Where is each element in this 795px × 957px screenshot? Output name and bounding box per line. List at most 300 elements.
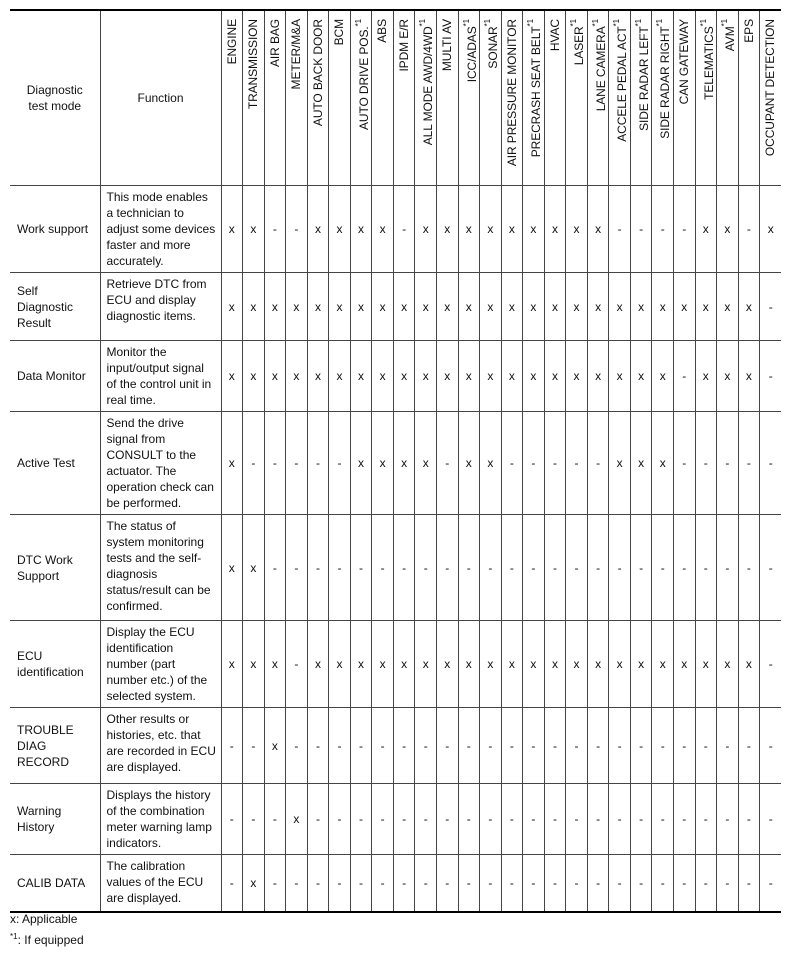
applicability-cell: x xyxy=(717,341,739,412)
system-name: AUTO DRIVE POS. xyxy=(356,26,371,131)
applicability-cell: x xyxy=(501,341,523,412)
applicability-cell: x xyxy=(717,621,739,708)
header-system-bcm xyxy=(329,10,351,186)
applicability-cell: - xyxy=(760,784,782,855)
system-footnote-mark: *1 xyxy=(526,19,536,27)
row-function-description: Send the drive signal from CONSULT to the actuator. The operation check can be performed. xyxy=(100,412,221,515)
applicability-cell: - xyxy=(523,708,545,784)
applicability-cell: x xyxy=(264,273,286,341)
applicability-cell: - xyxy=(350,708,372,784)
applicability-cell: x xyxy=(307,273,329,341)
applicability-cell: x xyxy=(264,621,286,708)
system-name: IPDM E/R xyxy=(396,19,411,72)
applicability-cell: - xyxy=(350,784,372,855)
applicability-cell: - xyxy=(630,855,652,912)
system-name: OCCUPANT DETECTION xyxy=(763,19,778,157)
header-system-air-bag xyxy=(264,10,286,186)
applicability-cell: - xyxy=(760,708,782,784)
applicability-cell: x xyxy=(652,273,674,341)
applicability-cell: - xyxy=(523,855,545,912)
system-name: AVM xyxy=(723,26,738,52)
applicability-cell: - xyxy=(286,515,308,621)
applicability-cell: x xyxy=(350,186,372,273)
system-name: AUTO BACK DOOR xyxy=(310,19,325,127)
applicability-cell: x xyxy=(221,341,243,412)
applicability-cell: - xyxy=(523,412,545,515)
applicability-cell: - xyxy=(695,708,717,784)
applicability-cell: - xyxy=(307,412,329,515)
applicability-cell: - xyxy=(544,708,566,784)
applicability-cell: - xyxy=(329,515,351,621)
row-mode-label: TROUBLE DIAG RECORD xyxy=(10,708,100,784)
applicability-cell: x xyxy=(480,341,502,412)
applicability-cell: - xyxy=(695,412,717,515)
applicability-cell: x xyxy=(458,186,480,273)
applicability-cell: - xyxy=(501,515,523,621)
applicability-cell: - xyxy=(760,273,782,341)
system-name: EPS xyxy=(741,19,756,43)
applicability-cell: - xyxy=(609,515,631,621)
applicability-cell: - xyxy=(243,708,265,784)
applicability-cell: - xyxy=(436,855,458,912)
applicability-cell: - xyxy=(566,515,588,621)
applicability-cell: x xyxy=(436,621,458,708)
header-system-multi-av xyxy=(436,10,458,186)
applicability-cell: x xyxy=(630,341,652,412)
applicability-cell: x xyxy=(609,273,631,341)
table-row xyxy=(10,273,781,341)
system-name: TELEMATICS xyxy=(701,26,716,100)
applicability-cell: - xyxy=(738,412,760,515)
applicability-cell: - xyxy=(717,515,739,621)
header-system-all-mode-awd-4wd xyxy=(415,10,437,186)
system-name: ENGINE xyxy=(224,19,239,65)
system-footnote-mark: *1 xyxy=(590,19,600,27)
applicability-cell: - xyxy=(329,708,351,784)
applicability-cell: x xyxy=(717,186,739,273)
applicability-cell: x xyxy=(221,186,243,273)
table-row xyxy=(10,708,781,784)
applicability-cell: - xyxy=(350,515,372,621)
system-footnote-mark: *1 xyxy=(720,19,730,27)
applicability-cell: x xyxy=(566,341,588,412)
applicability-cell: - xyxy=(609,708,631,784)
applicability-cell: x xyxy=(307,621,329,708)
header-system-engine xyxy=(221,10,243,186)
row-function-description: Monitor the input/output signal of the control unit in real time. xyxy=(100,341,221,412)
applicability-cell: - xyxy=(695,784,717,855)
applicability-cell: x xyxy=(372,273,394,341)
applicability-cell: - xyxy=(286,412,308,515)
applicability-cell: x xyxy=(738,273,760,341)
applicability-cell: - xyxy=(307,708,329,784)
system-name: AIR PRESSURE MONITOR xyxy=(504,19,519,167)
applicability-cell: - xyxy=(372,784,394,855)
applicability-cell: x xyxy=(329,341,351,412)
applicability-cell: x xyxy=(695,186,717,273)
applicability-cell: x xyxy=(329,273,351,341)
row-function-description: Other results or histories, etc. that are recorded in ECU are displayed. xyxy=(100,708,221,784)
system-footnote-mark: *1 xyxy=(655,19,665,27)
header-system-sonar xyxy=(480,10,502,186)
applicability-cell: x xyxy=(329,186,351,273)
system-name: METER/M&A xyxy=(289,19,304,90)
applicability-cell: - xyxy=(544,855,566,912)
applicability-cell: - xyxy=(415,784,437,855)
applicability-cell: x xyxy=(717,273,739,341)
applicability-cell: - xyxy=(264,855,286,912)
applicability-cell: x xyxy=(393,273,415,341)
system-name: LASER xyxy=(572,26,587,66)
applicability-cell: - xyxy=(673,515,695,621)
applicability-cell: - xyxy=(393,855,415,912)
applicability-cell: - xyxy=(329,855,351,912)
applicability-cell: x xyxy=(523,341,545,412)
diagnostic-mode-table xyxy=(10,9,781,913)
row-function-description: This mode enables a technician to adjust some devices faster and more accurately. xyxy=(100,186,221,273)
header-system-abs xyxy=(372,10,394,186)
applicability-cell: x xyxy=(221,621,243,708)
applicability-cell: - xyxy=(760,621,782,708)
applicability-cell: x xyxy=(286,784,308,855)
system-name: SIDE RADAR LEFT xyxy=(636,26,651,131)
header-system-laser xyxy=(566,10,588,186)
applicability-cell: x xyxy=(760,186,782,273)
applicability-cell: x xyxy=(673,273,695,341)
applicability-cell: - xyxy=(738,515,760,621)
applicability-cell: x xyxy=(243,273,265,341)
row-mode-label: CALIB DATA xyxy=(10,855,100,912)
applicability-cell: x xyxy=(436,273,458,341)
system-name: MULTI AV xyxy=(439,19,454,72)
applicability-cell: - xyxy=(436,412,458,515)
applicability-cell: x xyxy=(415,412,437,515)
header-system-lane-camera xyxy=(587,10,609,186)
applicability-cell: - xyxy=(652,784,674,855)
applicability-cell: - xyxy=(264,784,286,855)
applicability-cell: - xyxy=(566,708,588,784)
applicability-cell: - xyxy=(436,784,458,855)
applicability-cell: x xyxy=(587,186,609,273)
applicability-cell: - xyxy=(544,515,566,621)
header-system-accele-pedal-act xyxy=(609,10,631,186)
applicability-cell: - xyxy=(652,186,674,273)
applicability-cell: - xyxy=(630,708,652,784)
applicability-cell: x xyxy=(243,621,265,708)
header-system-ipdm-e-r xyxy=(393,10,415,186)
applicability-cell: - xyxy=(717,708,739,784)
header-system-side-radar-left xyxy=(630,10,652,186)
applicability-cell: - xyxy=(458,855,480,912)
applicability-cell: - xyxy=(587,515,609,621)
row-function-description: The status of system monitoring tests and the self-diagnosis status/result can be confirmed. xyxy=(100,515,221,621)
system-footnote-mark: *1 xyxy=(698,19,708,27)
table-row xyxy=(10,621,781,708)
header-system-icc-adas xyxy=(458,10,480,186)
applicability-cell: - xyxy=(717,784,739,855)
applicability-cell: - xyxy=(480,708,502,784)
applicability-cell: x xyxy=(480,273,502,341)
applicability-cell: - xyxy=(587,855,609,912)
applicability-cell: x xyxy=(286,273,308,341)
applicability-cell: - xyxy=(717,412,739,515)
applicability-cell: - xyxy=(544,412,566,515)
applicability-cell: x xyxy=(652,341,674,412)
applicability-cell: x xyxy=(372,412,394,515)
applicability-cell: - xyxy=(264,412,286,515)
applicability-cell: x xyxy=(587,273,609,341)
applicability-cell: x xyxy=(501,273,523,341)
row-function-description: Displays the history of the combination meter warning lamp indicators. xyxy=(100,784,221,855)
applicability-cell: - xyxy=(523,515,545,621)
applicability-cell: - xyxy=(480,855,502,912)
applicability-cell: - xyxy=(264,515,286,621)
applicability-cell: x xyxy=(480,186,502,273)
applicability-cell: x xyxy=(523,186,545,273)
applicability-cell: - xyxy=(738,186,760,273)
table-header-row xyxy=(10,10,781,186)
system-footnote-mark: *1 xyxy=(461,19,471,27)
system-name: PRECRASH SEAT BELT xyxy=(529,26,544,158)
applicability-cell: - xyxy=(393,708,415,784)
legend-if-equipped xyxy=(10,932,84,947)
applicability-cell: x xyxy=(264,341,286,412)
applicability-cell: x xyxy=(458,621,480,708)
applicability-cell: x xyxy=(480,621,502,708)
applicability-cell: x xyxy=(695,341,717,412)
applicability-cell: x xyxy=(415,186,437,273)
header-system-meter-m-a xyxy=(286,10,308,186)
applicability-cell: - xyxy=(243,412,265,515)
applicability-cell: - xyxy=(307,515,329,621)
applicability-cell: - xyxy=(286,855,308,912)
applicability-cell: - xyxy=(652,515,674,621)
applicability-cell: x xyxy=(566,621,588,708)
applicability-cell: - xyxy=(609,186,631,273)
applicability-cell: x xyxy=(544,621,566,708)
applicability-cell: - xyxy=(673,855,695,912)
row-mode-label: DTC Work Support xyxy=(10,515,100,621)
applicability-cell: x xyxy=(350,412,372,515)
table-row xyxy=(10,515,781,621)
applicability-cell: x xyxy=(243,855,265,912)
applicability-cell: x xyxy=(695,273,717,341)
applicability-cell: x xyxy=(544,273,566,341)
applicability-cell: x xyxy=(544,186,566,273)
applicability-cell: - xyxy=(544,784,566,855)
applicability-cell: - xyxy=(393,515,415,621)
system-name: TRANSMISSION xyxy=(246,19,261,110)
applicability-cell: - xyxy=(673,784,695,855)
applicability-cell: - xyxy=(738,784,760,855)
applicability-cell: x xyxy=(372,341,394,412)
applicability-cell: - xyxy=(760,855,782,912)
system-name: ABS xyxy=(375,19,390,43)
applicability-cell: x xyxy=(436,186,458,273)
applicability-cell: - xyxy=(501,412,523,515)
applicability-cell: - xyxy=(372,515,394,621)
applicability-cell: x xyxy=(372,186,394,273)
applicability-cell: - xyxy=(695,515,717,621)
applicability-cell: - xyxy=(738,855,760,912)
table-row xyxy=(10,784,781,855)
system-name: CAN GATEWAY xyxy=(676,19,691,105)
applicability-cell: x xyxy=(329,621,351,708)
applicability-cell: x xyxy=(587,621,609,708)
applicability-cell: - xyxy=(329,784,351,855)
applicability-cell: - xyxy=(717,855,739,912)
applicability-cell: - xyxy=(458,708,480,784)
system-name: ALL MODE AWD/4WD xyxy=(421,26,436,146)
applicability-cell: x xyxy=(652,412,674,515)
applicability-cell: - xyxy=(609,784,631,855)
applicability-cell: - xyxy=(286,186,308,273)
applicability-cell: - xyxy=(415,855,437,912)
table-row xyxy=(10,855,781,912)
applicability-cell: - xyxy=(738,708,760,784)
header-function: Function xyxy=(100,10,221,186)
applicability-cell: - xyxy=(372,855,394,912)
applicability-cell: - xyxy=(652,708,674,784)
applicability-cell: - xyxy=(760,341,782,412)
applicability-cell: x xyxy=(264,708,286,784)
applicability-cell: - xyxy=(760,515,782,621)
applicability-cell: - xyxy=(350,855,372,912)
table-body xyxy=(10,186,781,912)
applicability-cell: - xyxy=(458,784,480,855)
applicability-cell: x xyxy=(695,621,717,708)
applicability-cell: x xyxy=(673,621,695,708)
applicability-cell: - xyxy=(673,412,695,515)
applicability-cell: x xyxy=(221,273,243,341)
applicability-cell: x xyxy=(458,341,480,412)
applicability-cell: x xyxy=(350,621,372,708)
applicability-cell: - xyxy=(630,515,652,621)
applicability-cell: x xyxy=(458,412,480,515)
applicability-cell: - xyxy=(587,412,609,515)
applicability-cell: x xyxy=(566,273,588,341)
system-footnote-mark: *1 xyxy=(569,19,579,27)
applicability-cell: - xyxy=(566,412,588,515)
applicability-cell: x xyxy=(393,412,415,515)
system-footnote-mark: *1 xyxy=(633,19,643,27)
legend-footnote-text: : If equipped xyxy=(17,933,84,947)
applicability-cell: x xyxy=(221,412,243,515)
applicability-cell: x xyxy=(544,341,566,412)
applicability-cell: - xyxy=(566,784,588,855)
applicability-cell: - xyxy=(264,186,286,273)
row-function-description: The calibration values of the ECU are displayed. xyxy=(100,855,221,912)
applicability-cell: x xyxy=(393,621,415,708)
applicability-cell: x xyxy=(307,186,329,273)
applicability-cell: x xyxy=(415,341,437,412)
applicability-cell: x xyxy=(350,341,372,412)
applicability-cell: - xyxy=(480,515,502,621)
applicability-cell: x xyxy=(630,621,652,708)
header-system-side-radar-right xyxy=(652,10,674,186)
applicability-cell: - xyxy=(307,855,329,912)
applicability-cell: x xyxy=(738,341,760,412)
applicability-cell: x xyxy=(286,341,308,412)
applicability-cell: x xyxy=(501,186,523,273)
applicability-cell: x xyxy=(221,515,243,621)
header-system-can-gateway xyxy=(673,10,695,186)
row-mode-label: Work support xyxy=(10,186,100,273)
header-system-avm xyxy=(717,10,739,186)
applicability-cell: x xyxy=(243,186,265,273)
applicability-cell: x xyxy=(243,341,265,412)
applicability-cell: - xyxy=(652,855,674,912)
applicability-cell: - xyxy=(436,708,458,784)
applicability-cell: x xyxy=(415,273,437,341)
row-mode-label: Active Test xyxy=(10,412,100,515)
system-name: ICC/ADAS xyxy=(464,26,479,83)
applicability-cell: x xyxy=(609,412,631,515)
applicability-cell: - xyxy=(695,855,717,912)
applicability-cell: - xyxy=(501,708,523,784)
row-mode-label: Data Monitor xyxy=(10,341,100,412)
system-name: BCM xyxy=(332,19,347,46)
applicability-cell: x xyxy=(652,621,674,708)
system-name: LANE CAMERA xyxy=(593,26,608,112)
applicability-cell: - xyxy=(221,855,243,912)
header-system-precrash-seat-belt xyxy=(523,10,545,186)
table-row xyxy=(10,412,781,515)
applicability-cell: x xyxy=(523,273,545,341)
applicability-cell: - xyxy=(587,784,609,855)
applicability-cell: - xyxy=(286,621,308,708)
applicability-cell: x xyxy=(372,621,394,708)
system-footnote-mark: *1 xyxy=(483,19,493,27)
table-row xyxy=(10,186,781,273)
applicability-cell: x xyxy=(566,186,588,273)
applicability-cell: - xyxy=(286,708,308,784)
applicability-cell: x xyxy=(307,341,329,412)
system-name: SONAR xyxy=(486,26,501,69)
header-system-telematics xyxy=(695,10,717,186)
applicability-cell: - xyxy=(673,708,695,784)
row-function-description: Retrieve DTC from ECU and display diagnostic items. xyxy=(100,273,221,341)
header-system-auto-drive-pos xyxy=(350,10,372,186)
applicability-cell: x xyxy=(609,621,631,708)
applicability-cell: x xyxy=(415,621,437,708)
applicability-cell: - xyxy=(329,412,351,515)
applicability-cell: - xyxy=(566,855,588,912)
system-name: ACCELE PEDAL ACT xyxy=(615,26,630,142)
applicability-cell: x xyxy=(609,341,631,412)
applicability-cell: - xyxy=(243,784,265,855)
applicability-cell: - xyxy=(415,515,437,621)
header-system-occupant-detection xyxy=(760,10,782,186)
system-footnote-mark: *1 xyxy=(418,19,428,27)
header-system-eps xyxy=(738,10,760,186)
applicability-cell: - xyxy=(523,784,545,855)
row-mode-label: Warning History xyxy=(10,784,100,855)
applicability-cell: - xyxy=(630,784,652,855)
applicability-cell: - xyxy=(221,708,243,784)
applicability-cell: - xyxy=(393,186,415,273)
applicability-cell: x xyxy=(630,273,652,341)
applicability-cell: - xyxy=(630,186,652,273)
applicability-cell: x xyxy=(738,621,760,708)
header-system-auto-back-door xyxy=(307,10,329,186)
applicability-cell: - xyxy=(393,784,415,855)
applicability-cell: - xyxy=(307,784,329,855)
applicability-cell: x xyxy=(501,621,523,708)
header-diagnostic-test-mode: Diagnostic test mode xyxy=(10,10,100,186)
applicability-cell: - xyxy=(760,412,782,515)
applicability-cell: - xyxy=(501,784,523,855)
